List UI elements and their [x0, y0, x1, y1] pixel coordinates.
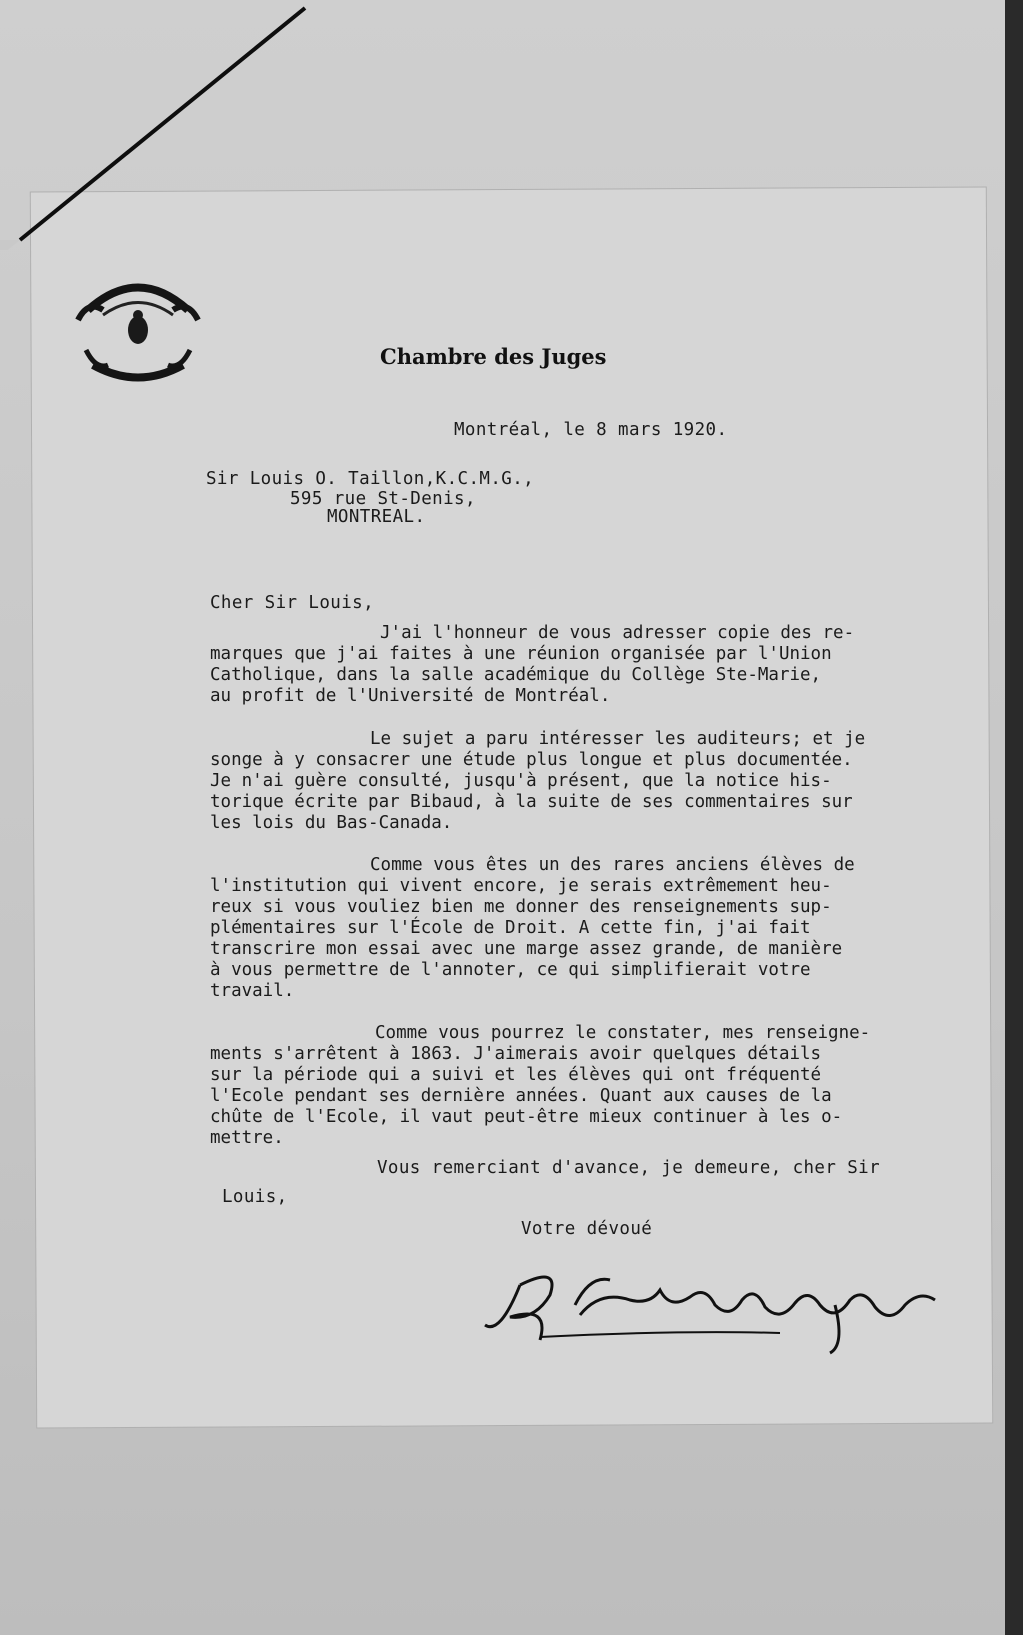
paragraph-line: Comme vous êtes un des rares anciens élèves de	[370, 855, 855, 875]
date-line: Montréal, le 8 mars 1920.	[454, 420, 728, 440]
paragraph-line: l'Ecole pendant ses dernière années. Quant aux causes de la	[210, 1086, 832, 1106]
paragraph-line: à vous permettre de l'annoter, ce qui simplifierait votre	[210, 960, 811, 980]
valediction: Votre dévoué	[521, 1219, 653, 1239]
paragraph-line: Catholique, dans la salle académique du Collège Ste-Marie,	[210, 665, 822, 685]
closing-line: Vous remerciant d'avance, je demeure, cher Sir	[377, 1158, 881, 1178]
paragraph-line: torique écrite par Bibaud, à la suite de ses commentaires sur	[210, 792, 853, 812]
closing-line-continued: Louis,	[222, 1187, 288, 1207]
paragraph-4	[210, 1023, 950, 1149]
paragraph-line: Je n'ai guère consulté, jusqu'à présent, que la notice his-	[210, 771, 832, 791]
paragraph-line: marques que j'ai faites à une réunion organisée par l'Union	[210, 644, 832, 664]
paragraph-line: Le sujet a paru intéresser les auditeurs; et je	[370, 729, 866, 749]
paragraph-line: l'institution qui vivent encore, je serais extrêmement heu-	[210, 876, 832, 896]
recipient-city: MONTREAL.	[327, 507, 426, 527]
paragraph-line: reux si vous vouliez bien me donner des renseignements sup-	[210, 897, 832, 917]
paragraph-line: J'ai l'honneur de vous adresser copie des re-	[380, 623, 855, 643]
recipient-street: 595 rue St-Denis,	[290, 489, 476, 509]
paragraph-line: mettre.	[210, 1128, 284, 1148]
paragraph-line: travail.	[210, 981, 295, 1001]
film-edge	[1005, 0, 1023, 1635]
paragraph-line: transcrire mon essai avec une marge assez grande, de manière	[210, 939, 843, 959]
letterhead-title: Chambre des Juges	[380, 344, 607, 369]
paragraph-line: ments s'arrêtent à 1863. J'aimerais avoir quelques détails	[210, 1044, 822, 1064]
paragraph-line: songe à y consacrer une étude plus longue et plus documentée.	[210, 750, 853, 770]
paragraph-line: au profit de l'Université de Montréal.	[210, 686, 611, 706]
paragraph-1	[210, 623, 950, 707]
handwritten-signature	[480, 1245, 960, 1355]
paragraph-2	[210, 729, 950, 834]
recipient-name: Sir Louis O. Taillon,K.C.M.G.,	[206, 469, 535, 489]
paragraph-line: plémentaires sur l'École de Droit. A cette fin, j'ai fait	[210, 918, 811, 938]
salutation: Cher Sir Louis,	[210, 593, 375, 613]
paper-fold-line	[0, 0, 340, 250]
paragraph-line: chûte de l'Ecole, il vaut peut-être mieux continuer à les o-	[210, 1107, 843, 1127]
paragraph-3	[210, 855, 950, 1002]
paragraph-line: sur la période qui a suivi et les élèves qui ont fréquenté	[210, 1065, 822, 1085]
paragraph-line: Comme vous pourrez le constater, mes renseigne-	[375, 1023, 871, 1043]
court-crest-emblem	[68, 270, 208, 390]
paragraph-line: les lois du Bas-Canada.	[210, 813, 453, 833]
